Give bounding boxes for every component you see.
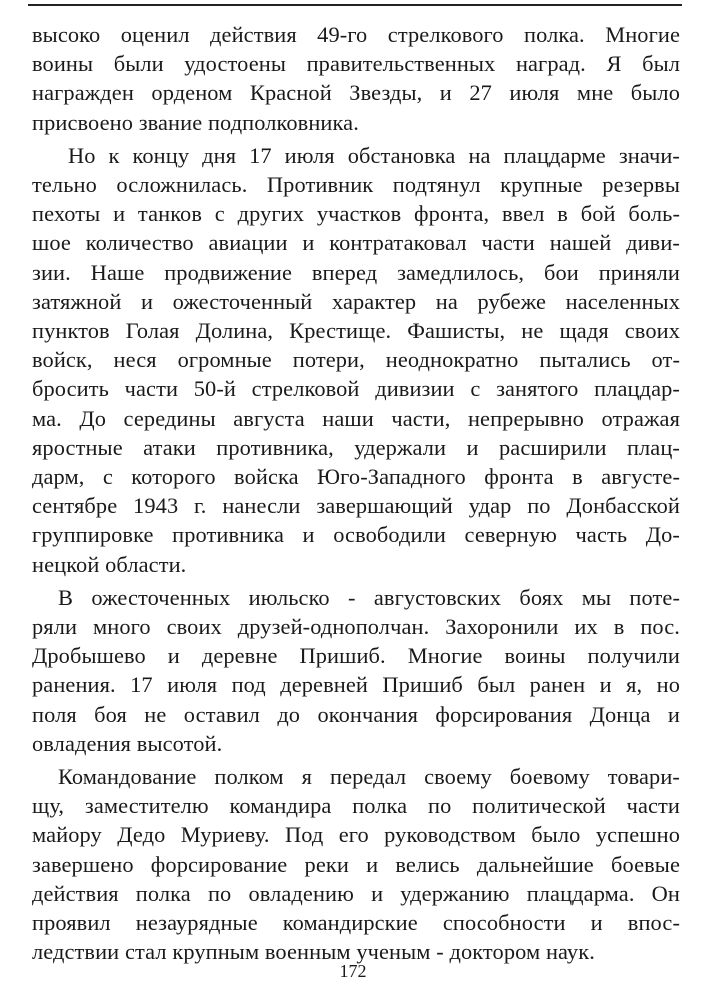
text-line: щу, заместителю командира полка по политической части bbox=[32, 793, 680, 819]
text-line: Командование полком я передал своему боевому товари- bbox=[58, 764, 680, 790]
text-line: пунктов Голая Долина, Крестище. Фашисты, не щадя своих bbox=[32, 318, 680, 344]
paragraph-1 bbox=[32, 20, 680, 137]
text-line: высоко оценил действия 49-го стрелкового полка. Многие bbox=[32, 22, 680, 47]
paragraph-2 bbox=[32, 141, 680, 579]
text-line: майору Дедо Муриеву. Под его руководством было успешно bbox=[32, 822, 680, 848]
top-rule bbox=[28, 4, 682, 6]
text-line: действия полка по овладению и удержанию плацдарма. Он bbox=[32, 880, 680, 906]
text-line: Но к концу дня 17 июля обстановка на плацдарме значи- bbox=[68, 142, 680, 168]
text-line: В ожесточенных июльско - августовских боях мы поте- bbox=[58, 584, 680, 610]
text-line: группировке противника и освободили северную часть До- bbox=[32, 522, 680, 548]
text-line: проявил незаурядные командирские способности и впос- bbox=[32, 910, 680, 936]
text-line: шое количество авиации и контратаковал части нашей диви- bbox=[32, 230, 680, 256]
text-line: ранения. 17 июля под деревней Пришиб был ранен и я, но bbox=[32, 672, 680, 698]
text-line: дарм, с которого войска Юго-Западного фронта в августе- bbox=[32, 464, 680, 490]
text-line: ма. До середины августа наши части, непрерывно отражая bbox=[32, 405, 680, 431]
paragraph-3 bbox=[32, 583, 680, 758]
text-line: зии. Наше продвижение вперед замедлилось, бои приняли bbox=[32, 259, 680, 285]
text-line: затяжной и ожесточенный характер на рубеже населенных bbox=[32, 288, 680, 314]
text-line: награжден орденом Красной Звезды, и 27 июля мне было bbox=[32, 80, 680, 106]
text-line: тельно осложнилась. Противник подтянул крупные резервы bbox=[32, 172, 680, 198]
page-body bbox=[32, 20, 680, 971]
text-line: войск, неся огромные потери, неоднократно пытались от- bbox=[32, 347, 680, 373]
text-line: ледствии стал крупным военным ученым - доктором наук. bbox=[32, 939, 595, 965]
text-line: нецкой области. bbox=[32, 551, 187, 577]
text-line: Дробышево и деревне Пришиб. Многие воины получили bbox=[32, 643, 680, 669]
text-line: ряли много своих друзей-однополчан. Захоронили их в пос. bbox=[32, 614, 680, 640]
text-line: сентябре 1943 г. нанесли завершающий удар по Донбасской bbox=[32, 493, 680, 519]
text-line: воины были удостоены правительственных наград. Я был bbox=[32, 51, 680, 77]
text-line: бросить части 50-й стрелковой дивизии с занятого плацдар- bbox=[32, 376, 680, 402]
text-line: завершено форсирование реки и велись дальнейшие боевые bbox=[32, 851, 680, 877]
text-line: пехоты и танков с других участков фронта, ввел в бой боль- bbox=[32, 201, 680, 227]
paragraph-4 bbox=[32, 762, 680, 966]
text-line: присвоено звание подполковника. bbox=[32, 109, 359, 135]
text-line: яростные атаки противника, удержали и расширили плац- bbox=[32, 434, 680, 460]
text-line: поля боя не оставил до окончания форсирования Донца и bbox=[32, 701, 680, 727]
text-line: овладения высотой. bbox=[32, 730, 223, 756]
page-number: 172 bbox=[339, 961, 367, 981]
